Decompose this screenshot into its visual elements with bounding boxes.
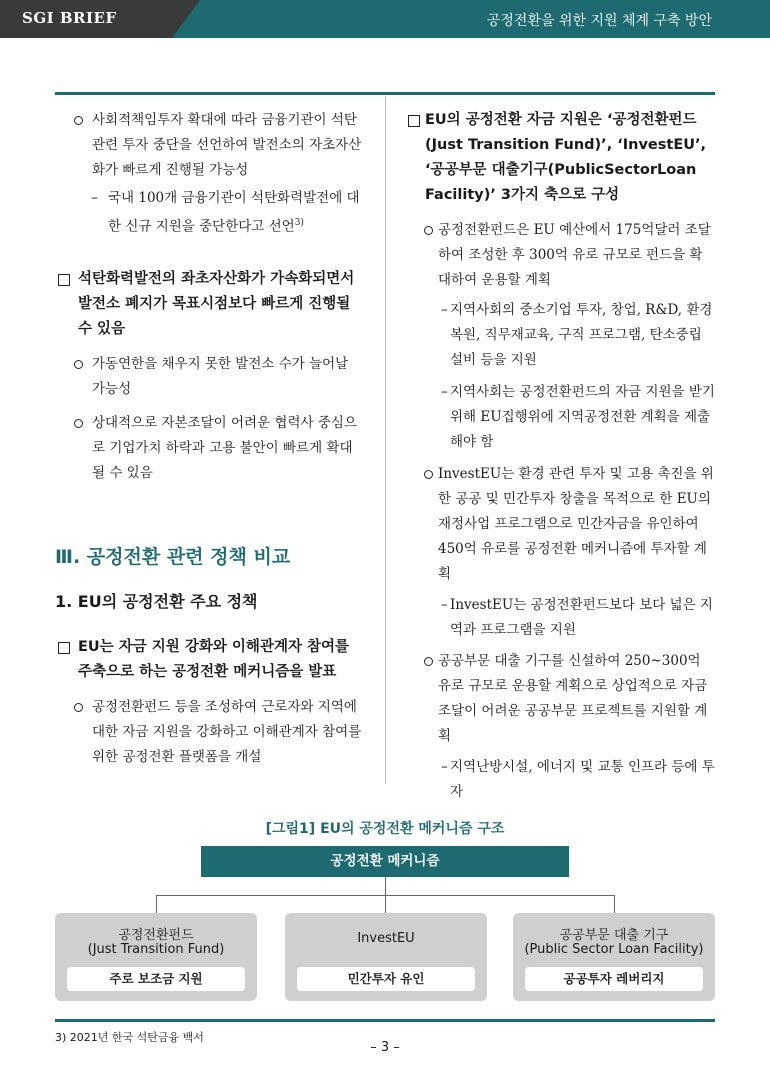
connector-line [385,877,386,895]
right-column [405,108,715,805]
box-subtitle: (Just Transition Fund) [87,942,225,957]
mechanism-top-box: 공정전환 메커니즘 [201,846,569,877]
fund-box [55,913,257,1001]
square-item: EU는 자금 지원 강화와 이해관계자 참여를 주축으로 하는 공정전환 메커니즘을 발표 [55,635,365,685]
subsection-heading: 1. EU의 공정전환 주요 정책 [55,591,258,611]
dash-item: – 지역사회의 중소기업 투자, 창업, R&D, 환경복원, 직무재교육, 구직 프로그램, 탄소중립 설비 등을 지원 [405,298,715,373]
box-title: 공정전환펀드 [118,928,194,943]
investeu-box [285,913,487,1001]
dash-text: 국내 100개 금융기관이 석탄화력발전에 대한 신규 지원을 중단한다고 선언 [108,190,360,235]
bullet-item: 공정전환펀드은 EU 예산에서 175억달러 조달하여 조성한 후 300억 유로 규모로 펀드을 확대하여 운용할 계획 [405,218,715,293]
brand-logo-text: SGI BRIEF [22,9,117,27]
footnote: 3) 2021년 한국 석탄금융 백서 [55,1031,204,1044]
square-item: 석탄화력발전의 좌초자산화가 가속화되면서 발전소 폐지가 목표시점보다 빠르게 진행될 수 있음 [55,267,365,342]
section-heading: Ⅲ. 공정전환 관련 정책 비교 [55,545,291,568]
top-rule [55,92,715,95]
page-number: – 3 – [370,1040,400,1055]
connector-line [156,895,157,913]
box-subtitle: (Public Sector Loan Facility) [524,942,704,957]
square-item: EU의 공정전환 자금 지원은 ‘공정전환펀드(Just Transition Fund)’, ‘InvestEU’, ‘공공부문 대출기구(PublicSectorLoan Facility)’ 3가지 축으로 구성 [405,108,715,208]
bottom-rule [55,1019,715,1022]
loan-facility-box [513,913,715,1001]
bullet-item: 공정전환펀드 등을 조성하여 근로자와 지역에 대한 자금 지원을 강화하고 이해관계자 참여를 위한 공정전환 플랫폼을 개설 [55,695,365,770]
box-title: InvestEU [357,931,415,946]
figure-title: [그림1] EU의 공정전환 메커니즘 구조 [265,821,505,837]
box-title: 공공부문 대출 기구 [559,928,669,943]
bullet-item: 상대적으로 자본조달이 어려운 협력사 중심으로 기업가치 하락과 고용 불안이 빠르게 확대될 수 있음 [55,411,365,486]
dash-item: – 지역난방시설, 에너지 및 교통 인프라 등에 투자 [405,755,715,805]
box-tag: 공공투자 레버리지 [525,967,703,991]
bullet-item: 사회적책임투자 확대에 따라 금융기관이 석탄관련 투자 중단을 선언하여 발전소의 자초자산화가 빠르게 진행될 가능성 [55,108,365,183]
dash-item: – 지역사회는 공정전환펀드의 자금 지원을 받기 위해 EU집행위에 지역공정전환 계획을 제출해야 함 [405,380,715,455]
bullet-item: 가동연한을 채우지 못한 발전소 수가 늘어날 가능성 [55,352,365,402]
connector-line [614,895,615,913]
connector-line [385,895,386,913]
bullet-item: 공공부문 대출 기구를 신설하여 250~300억 유로 규모로 운용할 계획으로 상업적으로 자금 조달이 어려운 공공부문 프로젝트를 지원할 계획 [405,649,715,749]
column-divider [385,96,386,784]
box-tag: 주로 보조금 지원 [67,967,245,991]
header-title: 공정전환을 위한 지원 체계 구축 방안 [486,13,712,29]
bullet-item: InvestEU는 환경 관련 투자 및 고용 촉진을 위한 공공 및 민간투자 창출을 목적으로 한 EU의 재정사업 프로그램으로 민간자금을 유인하여 450억 유로를 공정전환 메커니즘에 투자할 계획 [405,462,715,587]
footnote-ref: 3) [294,218,304,228]
dash-item: – InvestEU는 공정전환펀드보다 보다 넓은 지역과 프로그램을 지원 [405,593,715,643]
header-bar [0,0,770,38]
box-tag: 민간투자 유인 [297,967,475,991]
left-column [55,108,365,770]
dash-item [55,186,365,240]
